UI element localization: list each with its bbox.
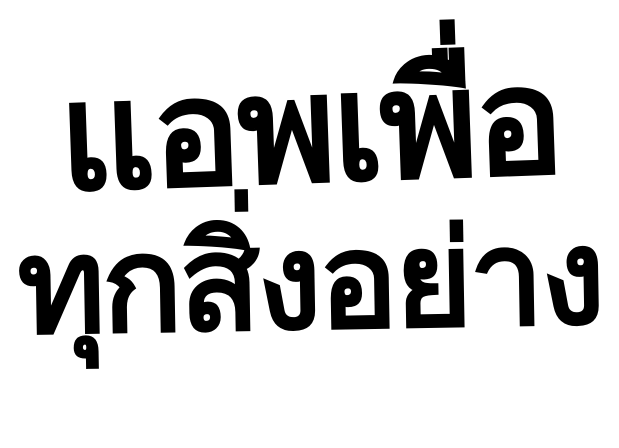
- lettering-line-2: ทุกสิ่งอย่าง: [15, 198, 603, 366]
- lettering-line-1: แอพเพื่อ: [55, 34, 564, 226]
